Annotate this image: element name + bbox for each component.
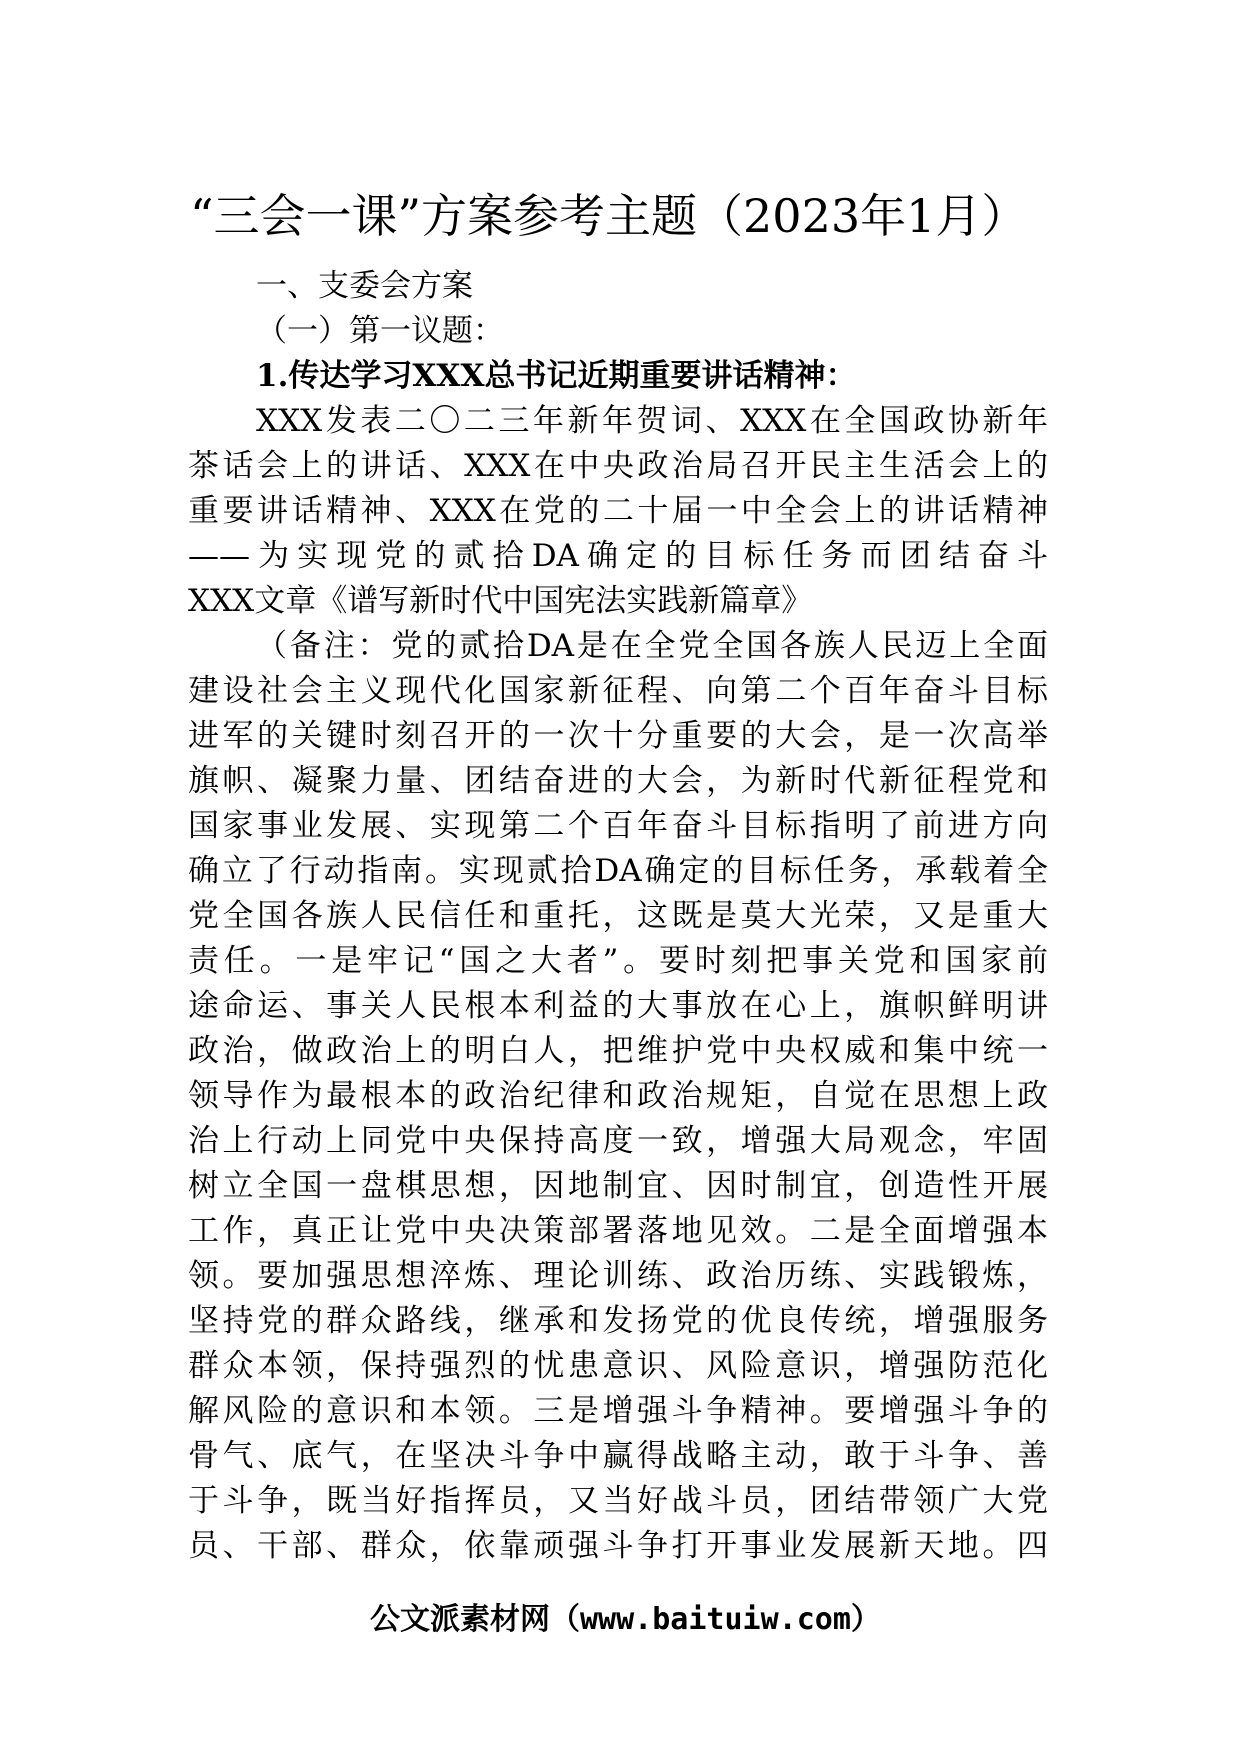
paragraph-2-line: 党全国各族人民信任和重托，这既是莫大光荣，又是重大 (188, 898, 1048, 934)
sub-heading: （一）第一议题： (256, 313, 504, 349)
paragraph-2-line: 进军的关键时刻召开的一次十分重要的大会，是一次高举 (188, 718, 1048, 754)
paragraph-2-line: 国家事业发展、实现第二个百年奋斗目标指明了前进方向 (188, 808, 1048, 844)
paragraph-2-line: 群众本领，保持强烈的忧患意识、风险意识，增强防范化 (188, 1348, 1048, 1384)
paragraph-2-line: 坚持党的群众路线，继承和发扬党的优良传统，增强服务 (188, 1303, 1048, 1339)
point-heading: 1.传达学习XXX总书记近期重要讲话精神： (256, 358, 857, 394)
paragraph-1-line: ——为实现党的贰拾DA确定的目标任务而团结奋斗 (188, 538, 1048, 574)
paragraph-2-line: 树立全国一盘棋思想，因地制宜、因时制宜，创造性开展 (188, 1168, 1048, 1204)
paragraph-2-line: 于斗争，既当好指挥员，又当好战斗员，团结带领广大党 (188, 1483, 1048, 1519)
paragraph-2-line: 旗帜、凝聚力量、团结奋进的大会，为新时代新征程党和 (188, 763, 1048, 799)
paragraph-2-line: 解风险的意识和本领。三是增强斗争精神。要增强斗争的 (188, 1393, 1048, 1429)
paragraph-1-line: 茶话会上的讲话、XXX在中央政治局召开民主生活会上的 (188, 448, 1048, 484)
paragraph-2-line: 领。要加强思想淬炼、理论训练、政治历练、实践锻炼， (188, 1258, 1048, 1294)
paragraph-2-line: 治上行动上同党中央保持高度一致，增强大局观念，牢固 (188, 1123, 1048, 1159)
paragraph-1-line: XXX发表二〇二三年新年贺词、XXX在全国政协新年 (256, 403, 1048, 439)
footer-url[interactable]: （www.baituiw.com） (550, 1602, 881, 1637)
section-heading: 一、支委会方案 (256, 268, 473, 304)
footer-site-name: 公文派素材网 (370, 1602, 550, 1637)
paragraph-2-line: 骨气、底气，在坚决斗争中赢得战略主动，敢于斗争、善 (188, 1438, 1048, 1474)
paragraph-2-line: 领导作为最根本的政治纪律和政治规矩，自觉在思想上政 (188, 1078, 1048, 1114)
paragraph-1-line: 重要讲话精神、XXX在党的二十届一中全会上的讲话精神 (188, 493, 1048, 529)
paragraph-2-line: 政治，做政治上的明白人，把维护党中央权威和集中统一 (188, 1033, 1048, 1069)
paragraph-2-line: 责任。一是牢记“国之大者”。要时刻把事关党和国家前 (188, 943, 1048, 979)
paragraph-1-line: XXX文章《谱写新时代中国宪法实践新篇章》 (188, 583, 813, 619)
document-title: “三会一课”方案参考主题（2023年1月） (190, 189, 1028, 243)
paragraph-2-line: 工作，真正让党中央决策部署落地见效。二是全面增强本 (188, 1213, 1048, 1249)
paragraph-2-line: 途命运、事关人民根本利益的大事放在心上，旗帜鲜明讲 (188, 988, 1048, 1024)
paragraph-2-line: （备注：党的贰拾DA是在全党全国各族人民迈上全面 (256, 628, 1048, 664)
paragraph-2-line: 员、干部、群众，依靠顽强斗争打开事业发展新天地。四 (188, 1528, 1048, 1564)
paragraph-2-line: 确立了行动指南。实现贰拾DA确定的目标任务，承载着全 (188, 853, 1048, 889)
paragraph-2-line: 建设社会主义现代化国家新征程、向第二个百年奋斗目标 (188, 673, 1048, 709)
page-footer (370, 1600, 881, 1640)
